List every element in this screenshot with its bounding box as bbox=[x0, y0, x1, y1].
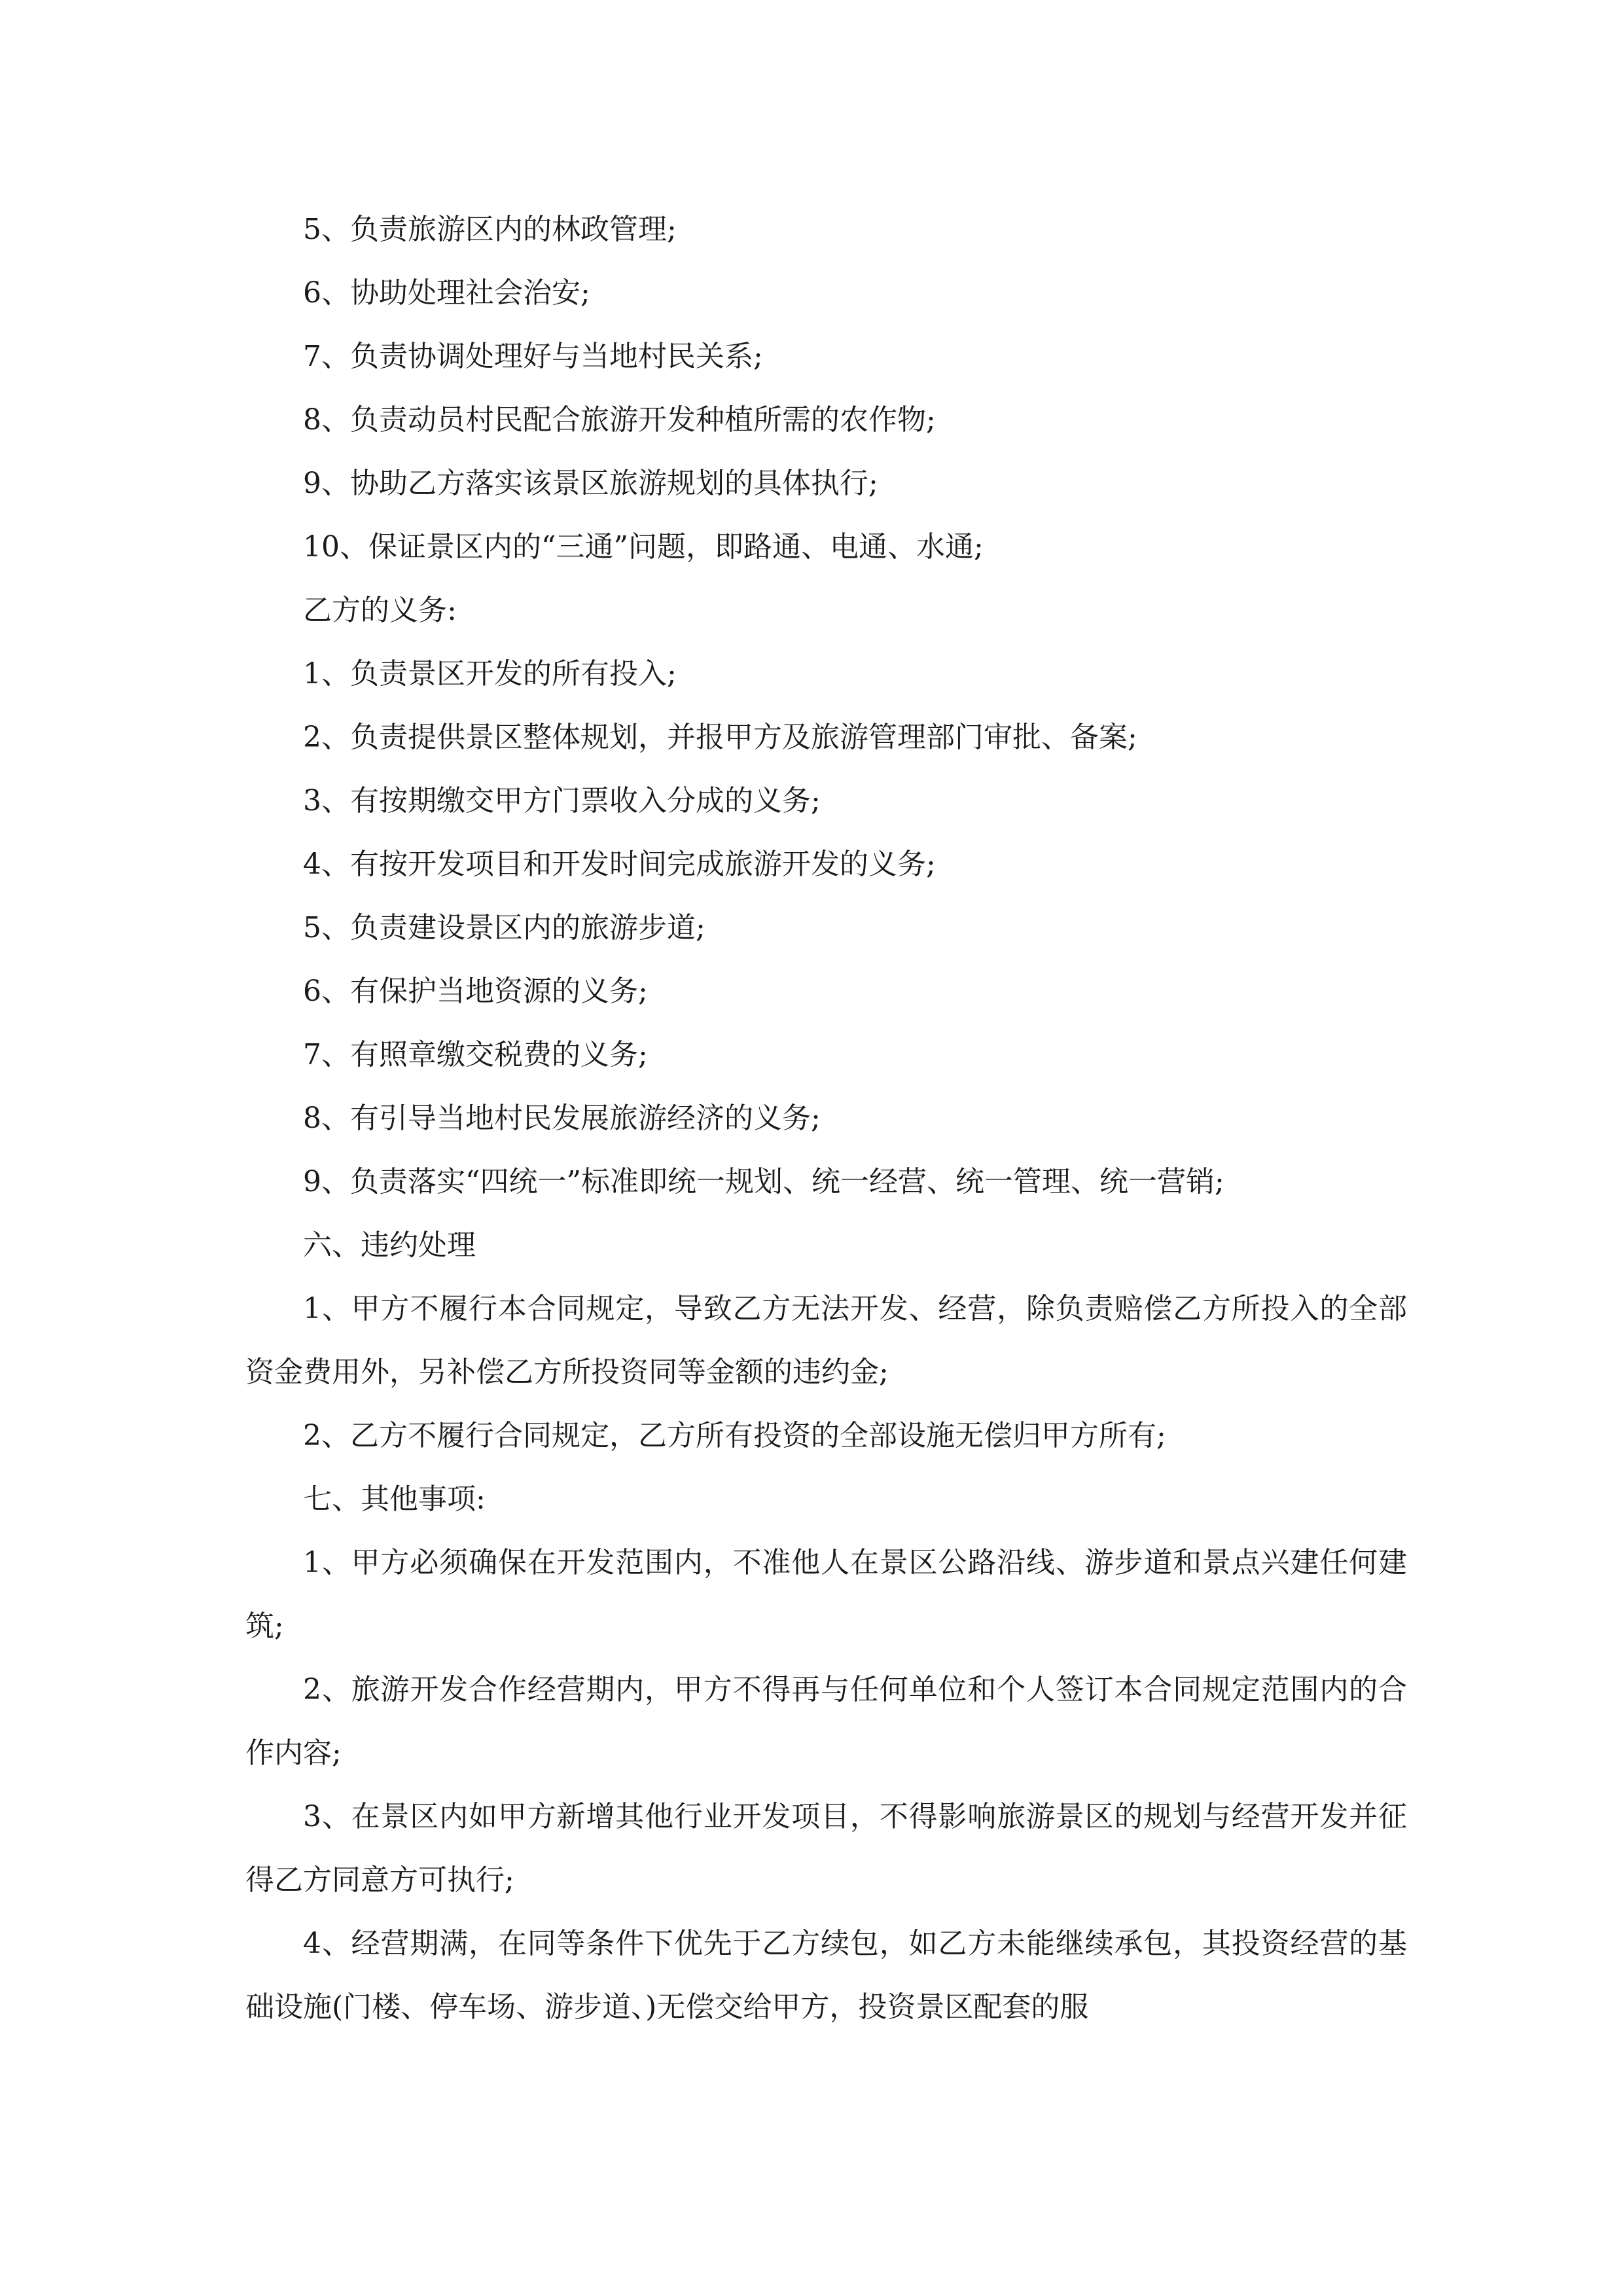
paragraph: 1、甲方不履行本合同规定，导致乙方无法开发、经营，除负责赔偿乙方所投入的全部资金费用外，另补偿乙方所投资同等金额的违约金; bbox=[245, 1292, 1407, 1389]
paragraph: 8、有引导当地村民发展旅游经济的义务; bbox=[303, 1102, 821, 1135]
section-heading: 六、违约处理 bbox=[303, 1229, 476, 1262]
paragraph: 2、负责提供景区整体规划，并报甲方及旅游管理部门审批、备案; bbox=[303, 721, 1137, 754]
paragraph: 6、有保护当地资源的义务; bbox=[303, 975, 648, 1008]
paragraph: 10、保证景区内的“三通”问题，即路通、电通、水通; bbox=[303, 530, 984, 564]
paragraph: 4、有按开发项目和开发时间完成旅游开发的义务; bbox=[303, 848, 936, 881]
paragraph: 3、在景区内如甲方新增其他行业开发项目，不得影响旅游景区的规划与经营开发并征得乙方同意方可执行; bbox=[245, 1800, 1407, 1897]
paragraph: 6、协助处理社会治安; bbox=[303, 276, 590, 310]
document-body bbox=[245, 198, 1407, 2039]
paragraph: 7、有照章缴交税费的义务; bbox=[303, 1038, 648, 1071]
paragraph: 7、负责协调处理好与当地村民关系; bbox=[303, 340, 763, 373]
paragraph: 1、甲方必须确保在开发范围内，不准他人在景区公路沿线、游步道和景点兴建任何建筑; bbox=[245, 1546, 1407, 1643]
paragraph: 5、负责建设景区内的旅游步道; bbox=[303, 911, 705, 944]
section-heading: 乙方的义务: bbox=[303, 594, 457, 627]
paragraph: 9、负责落实“四统一”标准即统一规划、统一经营、统一管理、统一营销; bbox=[303, 1165, 1224, 1198]
paragraph: 4、经营期满，在同等条件下优先于乙方续包，如乙方未能继续承包，其投资经营的基础设施(门楼、停车场、游步道、)无偿交给甲方，投资景区配套的服 bbox=[245, 1927, 1407, 2024]
paragraph: 8、负责动员村民配合旅游开发种植所需的农作物; bbox=[303, 403, 936, 437]
paragraph: 1、负责景区开发的所有投入; bbox=[303, 657, 677, 691]
paragraph: 3、有按期缴交甲方门票收入分成的义务; bbox=[303, 784, 821, 817]
paragraph: 9、协助乙方落实该景区旅游规划的具体执行; bbox=[303, 467, 878, 500]
section-heading: 七、其他事项: bbox=[303, 1482, 486, 1516]
paragraph: 2、乙方不履行合同规定，乙方所有投资的全部设施无偿归甲方所有; bbox=[303, 1419, 1166, 1452]
paragraph: 5、负责旅游区内的林政管理; bbox=[303, 213, 677, 246]
paragraph: 2、旅游开发合作经营期内，甲方不得再与任何单位和个人签订本合同规定范围内的合作内容; bbox=[245, 1673, 1407, 1770]
